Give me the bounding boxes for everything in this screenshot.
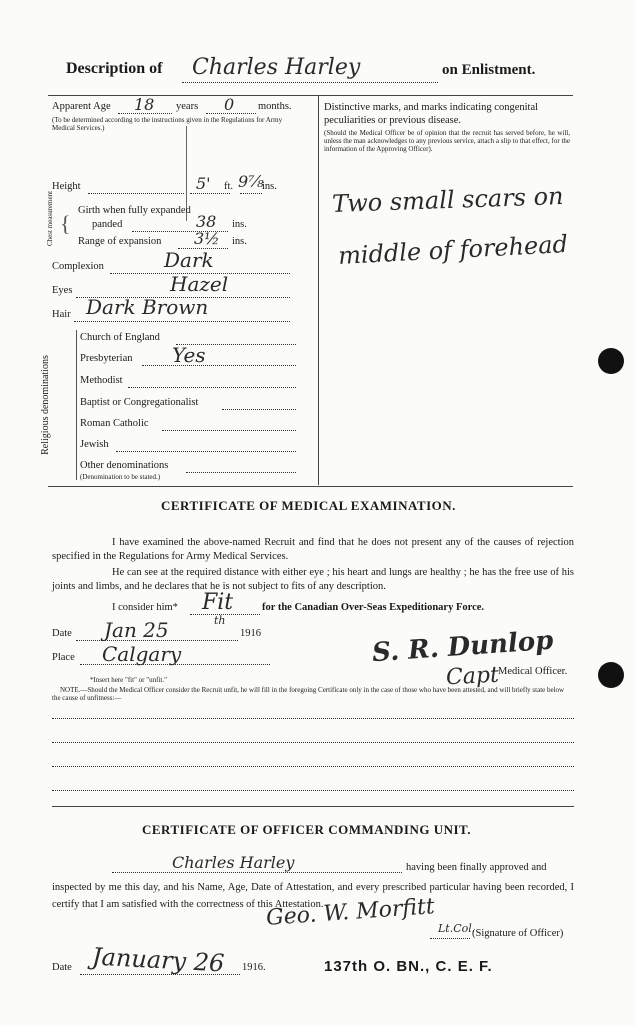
unit-stamp: 137th O. BN., C. E. F. bbox=[324, 958, 493, 975]
commanding-officer-signature: Geo. W. Morfitt bbox=[265, 894, 436, 931]
medical-officer-rank: Capt bbox=[445, 662, 500, 691]
years-label: years bbox=[176, 101, 199, 112]
height-label: Height bbox=[52, 181, 81, 192]
marks-heading: Distinctive marks, and marks indicating congenital peculiarities or previous disease. bbox=[324, 102, 539, 126]
consider-suffix: for the Canadian Over-Seas Expeditionary Force. bbox=[262, 602, 485, 613]
age-months: 0 bbox=[224, 95, 235, 114]
title-prefix: Description of bbox=[66, 60, 163, 77]
complexion-label: Complexion bbox=[52, 261, 104, 272]
religion-other: Other denominations bbox=[80, 460, 169, 471]
age-years: 18 bbox=[134, 95, 155, 114]
section-divider bbox=[52, 806, 574, 807]
unfit-note: NOTE.—Should the Medical Officer consider the Recruit unfit, he will fill in the foregoing Certificate only in the case of those who have been attested, and will briefly state below the cause of unfitness:— bbox=[52, 686, 565, 702]
hair-value: Dark Brown bbox=[86, 295, 209, 319]
girth-label: Girth when fully expanded bbox=[78, 205, 191, 216]
girth-label-line2: panded bbox=[92, 219, 123, 230]
punch-hole-bottom bbox=[598, 662, 624, 688]
title-suffix: on Enlistment. bbox=[442, 62, 536, 78]
commanding-recruit-name: Charles Harley bbox=[172, 853, 295, 872]
unfit-line-3 bbox=[52, 766, 574, 767]
religion-church-of-england: Church of England bbox=[80, 332, 160, 343]
commanding-officer-rank: Lt.Col. bbox=[438, 922, 476, 935]
medical-date-label: Date bbox=[52, 628, 72, 639]
height-inches: 9⅞ bbox=[238, 172, 264, 191]
range-ins-label: ins. bbox=[232, 236, 247, 247]
girth-ins-label: ins. bbox=[232, 219, 247, 230]
complexion-value: Dark bbox=[164, 248, 214, 272]
marks-line-2: middle of forehead bbox=[337, 230, 569, 270]
range-value: 3½ bbox=[194, 229, 220, 248]
officer-signature-label: (Signature of Officer) bbox=[472, 928, 564, 939]
medical-officer-label: Medical Officer. bbox=[498, 666, 568, 677]
religion-baptist: Baptist or Congregationalist bbox=[80, 397, 199, 408]
marks-note: (Should the Medical Officer be of opinion that the recruit has served before, he will, unless the man acknowledges to any previous service, attach a slip to that effect, for the information of the Approving Officer). bbox=[324, 129, 570, 153]
page-title bbox=[66, 60, 162, 78]
eyes-label: Eyes bbox=[52, 285, 73, 296]
commanding-para: inspected by me this day, and his Name, Age, Date of Attestation, and every prescribed particular having been recorded, I certify that I am satisfied with the correctness of this Attestation. bbox=[52, 882, 574, 910]
fitness-verdict: Fit bbox=[202, 590, 234, 615]
religion-jewish: Jewish bbox=[80, 439, 109, 450]
chest-measurement-text: Chest measurement bbox=[46, 190, 54, 246]
hair-label: Hair bbox=[52, 309, 71, 320]
religion-methodist: Methodist bbox=[80, 375, 123, 386]
medical-date: Jan 25 bbox=[104, 618, 169, 642]
medical-year: 1916 bbox=[240, 628, 261, 639]
unfit-line-2 bbox=[52, 742, 574, 743]
months-label: months. bbox=[258, 101, 292, 112]
punch-hole-top bbox=[598, 348, 624, 374]
religious-denominations-label bbox=[40, 340, 70, 480]
consider-label: I consider him* bbox=[112, 602, 178, 613]
medical-date-suffix: th bbox=[214, 614, 226, 627]
marks-line-1: Two small scars on bbox=[331, 181, 564, 219]
eyes-value: Hazel bbox=[170, 272, 229, 296]
recruit-name: Charles Harley bbox=[192, 55, 361, 80]
approved-text: having been finally approved and bbox=[406, 862, 547, 873]
place-value: Calgary bbox=[102, 642, 182, 666]
medical-para-2: He can see at the required distance with either eye ; his heart and lungs are healthy ; he has the free use of his joints and limbs, and he declares that he is not subject to fits of any description. bbox=[52, 567, 574, 592]
height-feet: 5' bbox=[196, 174, 211, 193]
medical-officer-signature: S. R. Dunlop bbox=[371, 625, 555, 669]
insert-note: *Insert here "fit" or "unfit." bbox=[90, 676, 167, 684]
religious-text: Religious denominations bbox=[40, 355, 51, 455]
denomination-note: (Denomination to be stated.) bbox=[80, 473, 161, 481]
religion-mark: Yes bbox=[172, 343, 206, 367]
ft-label: ft. bbox=[224, 181, 234, 192]
religion-roman-catholic: Roman Catholic bbox=[80, 418, 149, 429]
ins-label: ins. bbox=[262, 181, 277, 192]
commanding-date: January 26 bbox=[91, 942, 226, 978]
unfit-line-1 bbox=[52, 718, 574, 719]
range-label: Range of expansion bbox=[78, 236, 162, 247]
medical-certificate-title: CERTIFICATE OF MEDICAL EXAMINATION. bbox=[161, 498, 456, 513]
age-note: (To be determined according to the instructions given in the Regulations for Army Medical Services.) bbox=[52, 116, 283, 132]
column-divider bbox=[318, 95, 319, 485]
commanding-date-label: Date bbox=[52, 962, 72, 973]
chest-label bbox=[36, 190, 80, 246]
commanding-year: 1916. bbox=[242, 962, 266, 973]
medical-para-1: I have examined the above-named Recruit and find that he does not present any of the causes of rejection specified in the Regulations for Army Medical Services. bbox=[52, 537, 574, 562]
commanding-certificate-title: CERTIFICATE OF OFFICER COMMANDING UNIT. bbox=[142, 822, 471, 837]
apparent-age-label: Apparent Age bbox=[52, 101, 111, 112]
unfit-line-4 bbox=[52, 790, 574, 791]
religion-presbyterian: Presbyterian bbox=[80, 353, 133, 364]
place-label: Place bbox=[52, 652, 75, 663]
girth-value: 38 bbox=[196, 212, 217, 231]
